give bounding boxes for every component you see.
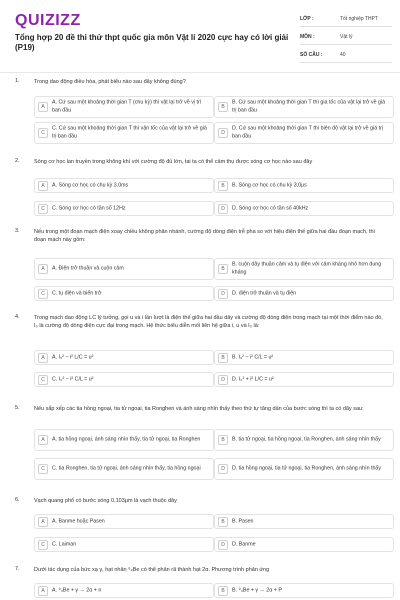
meta-row-count: [300, 48, 392, 63]
option-a[interactable]: [34, 258, 214, 280]
option-letter: D: [218, 464, 228, 474]
option-letter: D: [218, 204, 228, 214]
option-letter: A: [38, 353, 48, 363]
option-text: A. Banme hoặc Pasen: [52, 517, 105, 524]
option-d[interactable]: [214, 286, 394, 301]
option-text: B. Cứ sau một khoảng thời gian T thì gia tốc của vật lại trở về giá trị ban đầu: [232, 99, 386, 113]
question-text: Vạch quang phổ có bước sóng 0,103μm là vạch thuộc dãy: [34, 498, 177, 504]
worksheet-header: [0, 0, 400, 72]
option-text: D. Banme: [232, 540, 256, 547]
option-d[interactable]: [214, 122, 394, 144]
option-letter: A: [38, 102, 48, 112]
option-letter: D: [218, 375, 228, 385]
option-letter: C: [38, 375, 48, 385]
meta-value: Tốt nghiệp THPT: [340, 16, 378, 22]
option-text: D. Sóng cơ học có tần số 40kHz: [232, 204, 309, 211]
option-letter: B: [218, 264, 228, 274]
option-text: D. điện trở thuần và tụ điện: [232, 289, 297, 296]
option-a[interactable]: [34, 514, 214, 529]
meta-label: MÔN :: [300, 34, 315, 40]
question-text: Nếu sắp xếp các tia hồng ngoại, tia tử ngoại, tia Ronghen và ánh sáng nhìn thấy theo thứ tự tăng dần của bước sóng thì ta có dãy sau:: [34, 406, 364, 412]
worksheet-meta: [300, 12, 392, 66]
option-c[interactable]: [34, 122, 214, 144]
question-text: Trong mạch dao động LC lý tưởng, gọi u và i lần lượt là điện thế giữa hai đầu dây và cường độ dòng điện trong mạch tại một thời điểm nào đó, I₀ là cường độ dòng điện cực đại trong mạch. Hệ thức biểu diễn mối liên hệ giữa i, u và I₀ là:: [34, 315, 383, 329]
option-b[interactable]: [214, 350, 394, 365]
option-text: C. Cứ sau một khoảng thời gian T thì vận tốc của vật lại trở về giá trị ban đầu: [52, 125, 207, 139]
option-text: D. Cứ sau một khoảng thời gian T thì biên độ vật lại trở về giá trị ban đầu: [232, 125, 384, 139]
option-text: B. Sóng cơ học có chu kỳ 3,0μs: [232, 181, 307, 188]
option-a[interactable]: [34, 429, 214, 451]
option-text: C. Laiman: [52, 540, 77, 547]
option-text: D. I₀² + i² L/C = u²: [232, 375, 274, 382]
option-text: C. tia Ronghen, tia tử ngoại, ánh sáng nhìn thấy, tia hồng ngoại: [52, 465, 201, 472]
question-number: 1.: [15, 78, 20, 84]
option-letter: A: [38, 181, 48, 191]
option-letter: B: [218, 181, 228, 191]
meta-label: LỚP :: [300, 16, 314, 22]
option-text: B. cuộn dây thuần cảm và tụ điện với cảm kháng nhỏ hơn dung kháng: [232, 261, 382, 275]
option-a[interactable]: [34, 96, 214, 118]
option-b[interactable]: [214, 514, 394, 529]
option-text: A. tia hồng ngoại, ánh sáng nhìn thấy, tia tử ngoại, tia Ronghen: [52, 436, 201, 443]
option-c[interactable]: [34, 372, 214, 387]
option-text: B. I₀² − i² C/L = u²: [232, 353, 274, 360]
option-letter: B: [218, 435, 228, 445]
option-b[interactable]: [214, 178, 394, 193]
meta-label: SỐ CÂU :: [300, 52, 323, 58]
meta-row-class: [300, 12, 392, 27]
question-number: 2.: [15, 158, 20, 164]
question-number: 4.: [15, 314, 20, 320]
option-letter: B: [218, 586, 228, 596]
option-letter: D: [218, 289, 228, 299]
option-text: B. ⁹₄Be + γ → 2α + P: [232, 586, 282, 593]
option-letter: C: [38, 464, 48, 474]
option-b[interactable]: [214, 429, 394, 451]
option-b[interactable]: [214, 583, 394, 598]
question-text: Dưới tác dụng của bức xạ γ, hạt nhân ⁹₄Be có thể phân rã thành hạt 2α. Phương trình phản ứng: [34, 567, 270, 573]
option-text: A. Cứ sau một khoảng thời gian T (chu kỳ) thì vật lại trở về vị trí ban đầu: [52, 99, 202, 113]
question-number: 6.: [15, 497, 20, 503]
option-b[interactable]: [214, 258, 394, 280]
option-b[interactable]: [214, 96, 394, 118]
option-letter: A: [38, 435, 48, 445]
question-number: 7.: [15, 566, 20, 572]
option-text: A. Sóng cơ học có chu kỳ 3,0ms: [52, 181, 129, 188]
question-text: Sóng cơ học lan truyền trong không khí với cường độ đủ lớn, tai ta có thể cảm thụ được sóng cơ học nào sau đây: [34, 159, 313, 165]
option-letter: A: [38, 264, 48, 274]
option-text: D. tia hồng ngoại, tia tử ngoại, tia Ronghen, ánh sáng nhìn thấy: [232, 465, 382, 472]
option-text: A. I₀² − i² L/C = u²: [52, 353, 94, 360]
meta-value: 40: [340, 52, 346, 58]
question-number: 3.: [15, 228, 20, 234]
option-c[interactable]: [34, 537, 214, 552]
option-d[interactable]: [214, 372, 394, 387]
option-text: C. I₀² − i² C/L = u²: [52, 375, 94, 382]
worksheet-title: Tổng hợp 20 đề thi thử thpt quốc gia môn Vật lí 2020 cực hay có lời giải (P19): [15, 33, 289, 52]
option-letter: B: [218, 102, 228, 112]
option-text: B. Pasen: [232, 517, 254, 524]
meta-row-subject: [300, 30, 392, 45]
option-a[interactable]: [34, 583, 214, 598]
option-letter: A: [38, 586, 48, 596]
option-letter: C: [38, 540, 48, 550]
option-text: C. Sóng cơ học có tần số 12Hz: [52, 204, 126, 211]
question-text: Nếu trong một đoạn mạch điện xoay chiều không phân nhánh, cường độ dòng điện trễ pha so với hiệu điện thế giữa hai đầu đoạn mạch, thì đoạn mạch này gồm:: [34, 229, 376, 243]
option-a[interactable]: [34, 350, 214, 365]
option-text: A. Điện trở thuần và cuộn cảm: [52, 265, 124, 272]
option-c[interactable]: [34, 286, 214, 301]
option-c[interactable]: [34, 458, 214, 480]
option-letter: D: [218, 540, 228, 550]
option-text: B. tia tử ngoại, tia hồng ngoại, tia Ronghen, ánh sáng nhìn thấy: [232, 436, 381, 443]
option-text: C. tụ điện và biến trở: [52, 289, 102, 296]
option-letter: B: [218, 517, 228, 527]
option-d[interactable]: [214, 537, 394, 552]
option-a[interactable]: [34, 178, 214, 193]
option-letter: C: [38, 128, 48, 138]
question-text: Trong dao động điều hòa, phát biểu nào sau đây không đúng?: [34, 79, 186, 85]
option-text: A. ⁹₄Be + γ → 2α + n: [52, 586, 102, 593]
option-letter: B: [218, 353, 228, 363]
option-c[interactable]: [34, 201, 214, 216]
option-letter: C: [38, 204, 48, 214]
header-divider: [0, 72, 400, 73]
option-d[interactable]: [214, 201, 394, 216]
meta-value: Vật lý: [340, 34, 353, 40]
quizizz-logo: QUIZIZZ: [15, 12, 81, 29]
option-d[interactable]: [214, 458, 394, 480]
question-number: 5.: [15, 405, 20, 411]
option-letter: D: [218, 128, 228, 138]
option-letter: C: [38, 289, 48, 299]
option-letter: A: [38, 517, 48, 527]
